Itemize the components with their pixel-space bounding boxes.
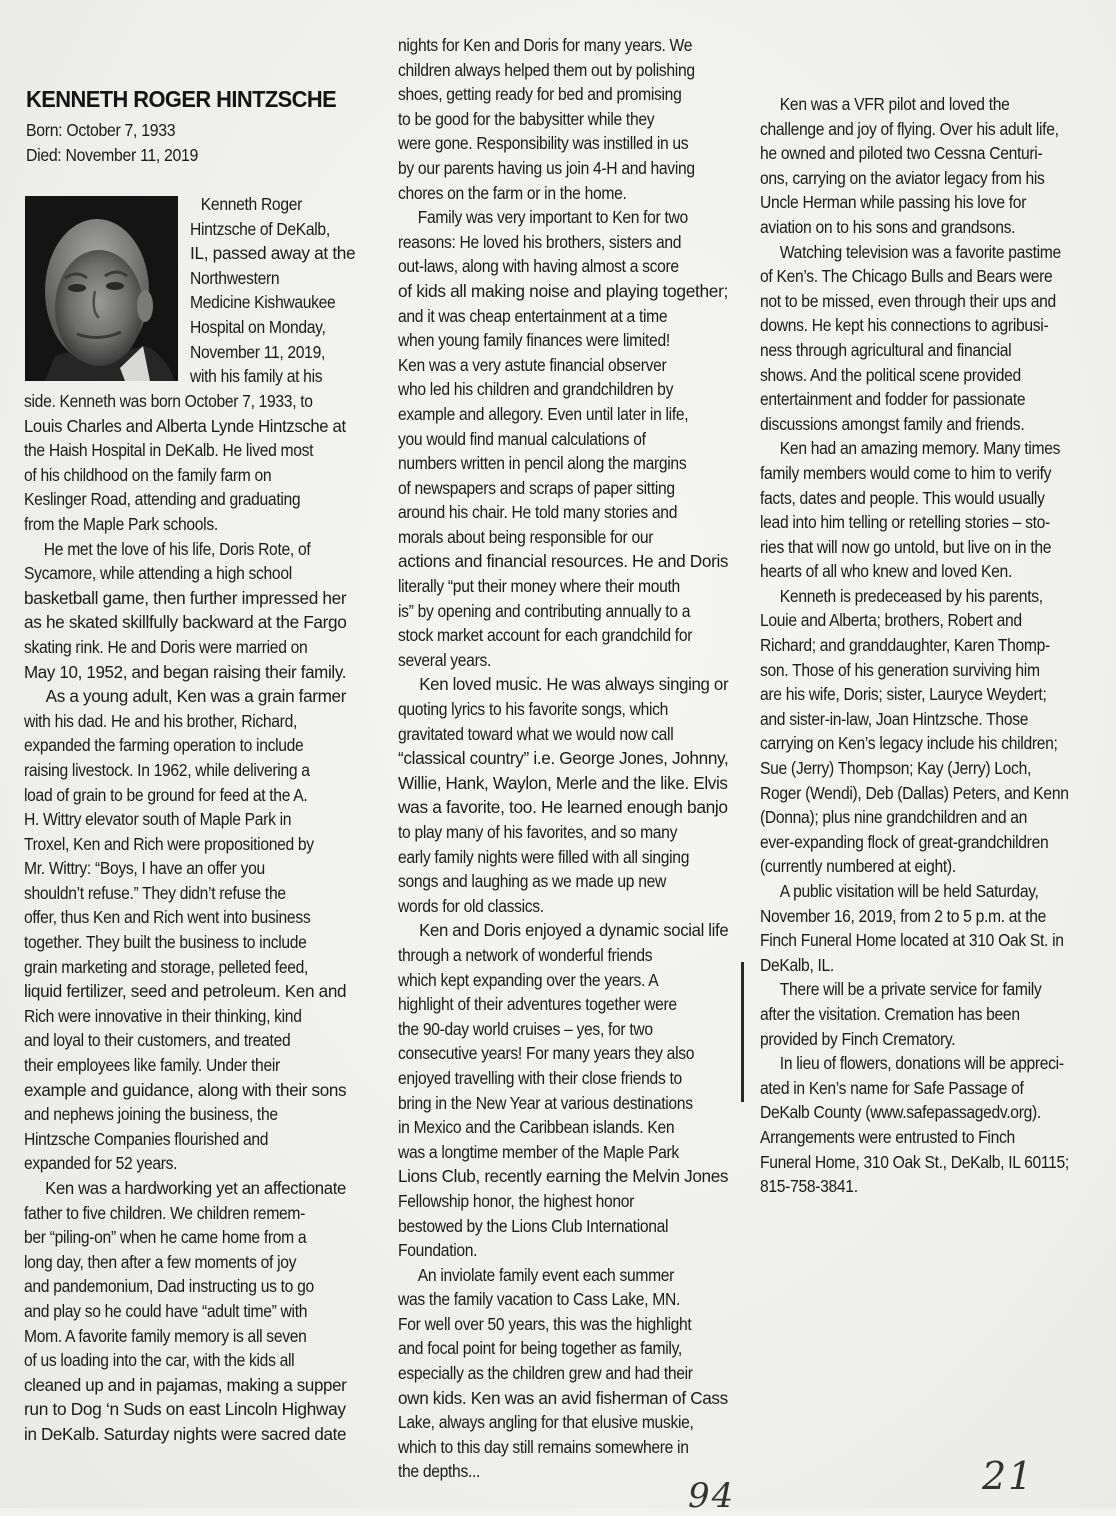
column-1-line: ber “piling-on” when he came home from a bbox=[24, 1227, 307, 1248]
column-2-line: Willie, Hank, Waylon, Merle and the like. Elvis bbox=[398, 772, 728, 793]
column-1-line: side. Kenneth was born October 7, 1933, to bbox=[24, 391, 313, 411]
column-1-line: Ken was a hardworking yet an affectionate bbox=[45, 1178, 346, 1198]
column-3-line: ons, carrying on the aviator legacy from his bbox=[760, 167, 1045, 188]
column-2-line: Family was very important to Ken for two bbox=[417, 207, 688, 228]
column-3-line: Arrangements were entrusted to Finch bbox=[760, 1126, 1015, 1147]
column-3-line: 815-758-3841. bbox=[760, 1176, 858, 1197]
column-3-line: Finch Funeral Home located at 310 Oak St. in bbox=[760, 930, 1064, 951]
intro-beside-photo bbox=[190, 192, 356, 389]
column-2-line: chores on the farm or in the home. bbox=[398, 182, 627, 203]
column-1-line: shouldn’t refuse.” They didn’t refuse the bbox=[24, 882, 286, 903]
column-1-line: May 10, 1952, and began raising their family. bbox=[24, 661, 347, 682]
column-2-line: reasons: He loved his brothers, sisters and bbox=[398, 231, 682, 252]
column-2-line: several years. bbox=[398, 649, 492, 670]
column-2-line: highlight of their adventures together were bbox=[398, 994, 677, 1015]
column-3-line: Richard; and granddaughter, Karen Thomp- bbox=[760, 635, 1050, 656]
column-1-line: skating rink. He and Doris were married on bbox=[24, 636, 308, 657]
intro-line: IL, passed away at the bbox=[190, 243, 356, 264]
column-2-line: Ken was a very astute financial observer bbox=[398, 354, 667, 375]
column-3-line: facts, dates and people. This would usually bbox=[760, 487, 1045, 508]
column-2-line: literally “put their money where their mouth bbox=[398, 576, 680, 597]
column-2-line: actions and financial resources. He and Doris bbox=[398, 551, 729, 572]
column-2-line: the depths... bbox=[398, 1461, 481, 1482]
column-3-line: not to be missed, even through their ups and bbox=[760, 290, 1056, 311]
column-2-line: shoes, getting ready for bed and promising bbox=[398, 84, 682, 105]
column-3-line: Sue (Jerry) Thompson; Kay (Jerry) Loch, bbox=[760, 758, 1031, 779]
column-1-line: As a young adult, Ken was a grain farmer bbox=[45, 686, 347, 707]
column-3-line: downs. He kept his connections to agribusi- bbox=[760, 315, 1049, 336]
column-3-line: are his wife, Doris; sister, Lauryce Weydert; bbox=[760, 684, 1047, 705]
column-1-line: basketball game, then further impressed her bbox=[24, 587, 347, 608]
column-3-line: Uncle Herman while passing his love for bbox=[760, 192, 1027, 213]
column-3-line: provided by Finch Crematory. bbox=[760, 1028, 956, 1049]
column-2-line: of newspapers and scraps of paper sitting bbox=[398, 477, 675, 498]
column-2-line: around his chair. He told many stories and bbox=[398, 502, 678, 523]
column-1-line: liquid fertilizer, seed and petroleum. Ken and bbox=[24, 981, 347, 1002]
column-3-line: A public visitation will be held Saturday, bbox=[779, 881, 1039, 901]
column-2-line: consecutive years! For many years they also bbox=[398, 1043, 695, 1064]
column-2-line: Lake, always angling for that elusive muskie, bbox=[398, 1412, 694, 1433]
column-1-line: expanded the farming operation to include bbox=[24, 735, 304, 756]
column-1-line: raising livestock. In 1962, while delivering a bbox=[24, 759, 310, 780]
column-3-line: Ken was a VFR pilot and loved the bbox=[779, 94, 1010, 114]
column-1-line: of us loading into the car, with the kids all bbox=[24, 1350, 295, 1371]
column-1-line: example and guidance, along with their sons bbox=[24, 1079, 347, 1100]
column-1-line: and nephews joining the business, the bbox=[24, 1104, 278, 1125]
column-1-line: Hintzsche Companies flourished and bbox=[24, 1128, 269, 1149]
column-1-line: Rich were innovative in their thinking, kind bbox=[24, 1005, 302, 1026]
column-2-line: enjoyed travelling with their close friends to bbox=[398, 1067, 682, 1088]
column-3-line: carrying on Ken’s legacy include his children; bbox=[760, 733, 1058, 754]
column-3-line: (Donna); plus nine grandchildren and an bbox=[760, 807, 1028, 828]
column-3-line: Funeral Home, 310 Oak St., DeKalb, IL 60115; bbox=[760, 1151, 1069, 1172]
portrait-illustration bbox=[25, 196, 178, 381]
intro-line: Northwestern bbox=[190, 267, 280, 288]
column-1-line: Mom. A favorite family memory is all seven bbox=[24, 1325, 307, 1346]
column-3-line: In lieu of flowers, donations will be appreci- bbox=[779, 1053, 1064, 1074]
intro-line: Hospital on Monday, bbox=[190, 316, 326, 337]
intro-line: Medicine Kishwaukee bbox=[190, 292, 336, 313]
column-1-text bbox=[24, 389, 360, 1447]
column-1-line: Mr. Wittry: “Boys, I have an offer you bbox=[24, 858, 265, 879]
column-2-line: bring in the New Year at various destinations bbox=[398, 1092, 693, 1113]
intro-line: November 11, 2019, bbox=[190, 341, 325, 362]
column-2-line: quoting lyrics to his favorite songs, which bbox=[398, 699, 669, 720]
column-2-line: Fellowship honor, the highest honor bbox=[398, 1190, 635, 1211]
column-1-line: H. Wittry elevator south of Maple Park in bbox=[24, 809, 292, 830]
column-3-line: challenge and joy of flying. Over his adult life, bbox=[760, 118, 1059, 139]
column-3-line: Roger (Wendi), Deb (Dallas) Peters, and Kenn bbox=[760, 782, 1069, 803]
column-3-line: DeKalb, IL. bbox=[760, 954, 834, 975]
column-2-line: Ken loved music. He was always singing or bbox=[419, 674, 729, 695]
column-2-line: out-laws, along with having almost a score bbox=[398, 256, 679, 277]
column-3-line: ries that will now go untold, but live on in the bbox=[760, 536, 1052, 557]
column-2-line: example and allegory. Even until later in life, bbox=[398, 403, 689, 424]
column-3-line: son. Those of his generation surviving him bbox=[760, 659, 1040, 680]
column-3-line: lead into him telling or retelling stories – sto- bbox=[760, 512, 1050, 533]
column-1-line: run to Dog ‘n Suds on east Lincoln Highway bbox=[24, 1399, 346, 1420]
column-1-line: offer, thus Ken and Rich went into business bbox=[24, 907, 311, 928]
column-2-line: of kids all making noise and playing together; bbox=[398, 280, 728, 301]
column-3-line: he owned and piloted two Cessna Centuri- bbox=[760, 143, 1043, 164]
column-3-line: Ken had an amazing memory. Many times bbox=[779, 438, 1061, 459]
column-2-line: which to this day still remains somewhere in bbox=[398, 1436, 689, 1457]
column-2-line: Foundation. bbox=[398, 1240, 478, 1261]
portrait-photo bbox=[25, 196, 178, 381]
column-3-line: shows. And the political scene provided bbox=[760, 364, 1021, 385]
column-3-line: November 16, 2019, from 2 to 5 p.m. at the bbox=[760, 905, 1047, 926]
column-3-line: entertainment and fodder for passionate bbox=[760, 389, 1026, 410]
column-3-line: of Ken’s. The Chicago Bulls and Bears were bbox=[760, 266, 1053, 287]
column-3-line: after the visitation. Cremation has been bbox=[760, 1003, 1020, 1024]
column-3-line: discussions amongst family and friends. bbox=[760, 413, 1025, 434]
intro-line: Kenneth Roger bbox=[200, 194, 303, 214]
column-3-text bbox=[760, 92, 1106, 1199]
column-2-line: songs and laughing as we made up new bbox=[398, 871, 666, 892]
column-3-line: Kenneth is predeceased by his parents, bbox=[779, 585, 1043, 606]
column-3-line: family members would come to him to verify bbox=[760, 462, 1052, 483]
column-3-line: hearts of all who knew and loved Ken. bbox=[760, 561, 1012, 582]
column-2-line: own kids. Ken was an avid fisherman of Cass bbox=[398, 1387, 728, 1408]
column-1-line: grain marketing and storage, pelleted feed, bbox=[24, 956, 309, 977]
column-2-line: nights for Ken and Doris for many years. We bbox=[398, 35, 693, 55]
column-2-line: to be good for the babysitter while they bbox=[398, 108, 655, 129]
column-2-line: and it was cheap entertainment at a time bbox=[398, 305, 668, 326]
born-date: Born: October 7, 1933 bbox=[26, 120, 176, 140]
column-2-line: especially as the children grew and had their bbox=[398, 1363, 693, 1384]
column-1-line: the Haish Hospital in DeKalb. He lived most bbox=[24, 440, 314, 461]
column-1-line: Troxel, Ken and Rich were propositioned by bbox=[24, 833, 314, 854]
died-date: Died: November 11, 2019 bbox=[26, 144, 199, 165]
column-1-line: cleaned up and in pajamas, making a supper bbox=[24, 1374, 347, 1395]
column-3-line: There will be a private service for family bbox=[779, 979, 1042, 1000]
handwritten-page-number-right: 21 bbox=[982, 1454, 1035, 1498]
column-2-line: bestowed by the Lions Club International bbox=[398, 1215, 669, 1236]
column-1-line: of his childhood on the family farm on bbox=[24, 464, 272, 485]
column-2-line: stock market account for each grandchild for bbox=[398, 625, 693, 646]
column-1-line: Keslinger Road, attending and graduating bbox=[24, 489, 301, 510]
column-1-line: and pandemonium, Dad instructing us to go bbox=[24, 1276, 314, 1297]
column-2-line: when young family finances were limited! bbox=[398, 330, 670, 351]
column-2-line: gravitated toward what we would now call bbox=[398, 723, 674, 744]
column-2-line: morals about being responsible for our bbox=[398, 526, 654, 547]
column-1-line: their employees like family. Under their bbox=[24, 1055, 280, 1076]
column-rule bbox=[741, 962, 744, 1102]
column-3-line: ness through agricultural and financial bbox=[760, 339, 1012, 360]
column-1-line: Louis Charles and Alberta Lynde Hintzsche at bbox=[24, 415, 346, 436]
column-2-line: children always helped them out by polishing bbox=[398, 59, 695, 80]
column-2-line: and focal point for being together as family, bbox=[398, 1338, 682, 1359]
column-3-line: aviation on to his sons and grandsons. bbox=[760, 216, 1016, 237]
column-1-line: from the Maple Park schools. bbox=[24, 513, 218, 534]
column-2-line: by our parents having us join 4-H and having bbox=[398, 157, 695, 178]
column-2-line: in Mexico and the Caribbean islands. Ken bbox=[398, 1117, 675, 1138]
column-1-line: together. They built the business to include bbox=[24, 932, 307, 953]
column-3-line: DeKalb County (www.safepassagedv.org). bbox=[760, 1102, 1041, 1123]
column-2-line: Lions Club, recently earning the Melvin Jones bbox=[398, 1166, 729, 1187]
column-1-line: load of grain to be ground for feed at the A. bbox=[24, 784, 308, 805]
column-2-line: was the family vacation to Cass Lake, MN. bbox=[398, 1289, 680, 1310]
column-1-line: long day, then after a few moments of joy bbox=[24, 1251, 297, 1272]
column-1-line: and loyal to their customers, and treated bbox=[24, 1030, 291, 1051]
column-3-line: Watching television was a favorite pastime bbox=[779, 241, 1061, 262]
life-dates bbox=[26, 118, 217, 167]
column-2-line: through a network of wonderful friends bbox=[398, 944, 653, 965]
column-2-line: you would find manual calculations of bbox=[398, 428, 646, 449]
column-1-line: with his dad. He and his brother, Richard, bbox=[24, 710, 298, 731]
intro-line: Hintzsche of DeKalb, bbox=[190, 218, 330, 239]
column-3-line: (currently numbered at eight). bbox=[760, 856, 956, 877]
column-2-line: were gone. Responsibility was instilled in us bbox=[398, 133, 689, 154]
column-2-line: numbers written in pencil along the margins bbox=[398, 453, 687, 474]
column-2-line: the 90-day world cruises – yes, for two bbox=[398, 1018, 653, 1039]
column-1-line: Sycamore, while attending a high school bbox=[24, 563, 292, 584]
column-2-line: words for old classics. bbox=[398, 895, 544, 916]
intro-line: with his family at his bbox=[190, 366, 323, 387]
obituary-name-heading: KENNETH ROGER HINTZSCHE bbox=[26, 86, 337, 112]
column-2-line: is” by opening and contributing annually to a bbox=[398, 600, 691, 621]
column-2-line: was a favorite, too. He learned enough banjo bbox=[398, 797, 728, 818]
column-3-line: ated in Ken’s name for Safe Passage of bbox=[760, 1077, 1024, 1098]
column-3-line: Louie and Alberta; brothers, Robert and bbox=[760, 610, 1022, 631]
column-2-line: was a longtime member of the Maple Park bbox=[398, 1141, 679, 1162]
column-2-line: “classical country” i.e. George Jones, Johnny, bbox=[398, 748, 729, 769]
column-2-line: An inviolate family event each summer bbox=[417, 1264, 675, 1285]
column-1-line: as he skated skillfully backward at the Fargo bbox=[24, 612, 347, 633]
column-2-line: Ken and Doris enjoyed a dynamic social life bbox=[419, 920, 729, 941]
column-2-line: who led his children and grandchildren by bbox=[398, 379, 674, 400]
column-3-line: and sister-in-law, Joan Hintzsche. Those bbox=[760, 708, 1029, 729]
column-1-line: father to five children. We children remem- bbox=[24, 1202, 306, 1223]
column-2-line: early family nights were filled with all singing bbox=[398, 846, 690, 867]
column-3-line: ever-expanding flock of great-grandchildren bbox=[760, 831, 1049, 852]
column-1-line: in DeKalb. Saturday nights were sacred date bbox=[24, 1423, 347, 1444]
column-2-line: to play many of his favorites, and so many bbox=[398, 822, 678, 842]
column-1-line: He met the love of his life, Doris Rote, of bbox=[43, 538, 311, 559]
handwritten-page-number-left: 94 bbox=[688, 1476, 736, 1516]
column-2-line: For well over 50 years, this was the highlight bbox=[398, 1313, 692, 1334]
column-1-line: expanded for 52 years. bbox=[24, 1153, 178, 1174]
column-2-line: which kept expanding over the years. A bbox=[398, 969, 659, 990]
column-1-line: and play so he could have “adult time” with bbox=[24, 1300, 308, 1321]
column-2-text bbox=[398, 33, 733, 1484]
